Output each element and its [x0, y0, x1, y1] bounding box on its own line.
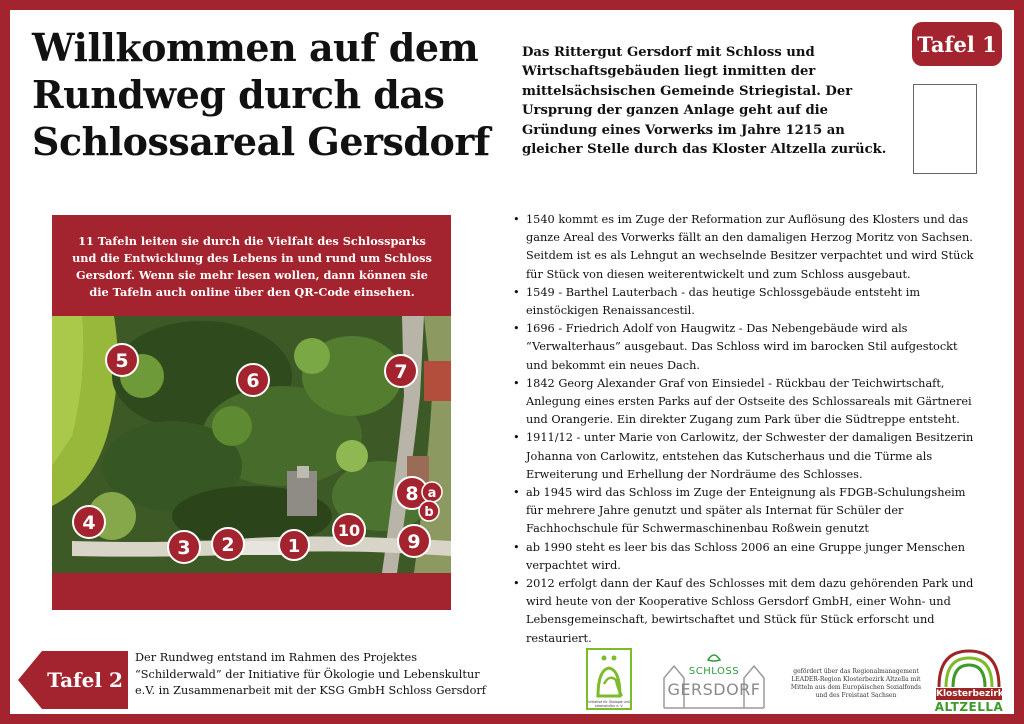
aerial-map [52, 316, 451, 573]
title-line: Schlossareal Gersdorf [32, 119, 490, 164]
initiative-logo [586, 648, 632, 710]
marker-9[interactable] [398, 525, 430, 557]
marker-label: 2 [221, 534, 235, 556]
marker-1[interactable] [279, 530, 309, 560]
tafel-2-label: Tafel 2 [47, 668, 123, 692]
qr-code-placeholder[interactable] [913, 84, 977, 174]
marker-8b[interactable] [419, 501, 439, 521]
initiative-logo-text: Initiative für Ökologie und Lebenskultur e. V. [588, 700, 630, 708]
marker-label: 5 [115, 350, 129, 372]
marker-6[interactable] [237, 364, 269, 396]
marker-label: 9 [407, 531, 421, 553]
marker-label: 6 [246, 370, 260, 392]
map-caption: 11 Tafeln leiten sie durch die Vielfalt des Schlossparks und die Entwicklung des Lebens in und rund um Schloss Gersdorf. Wenn sie mehr lesen wollen, dann können sie die Tafeln auch online über den QR-Code einsehen. [72, 234, 432, 299]
project-credit: Der Rundweg entstand im Rahmen des Projektes “Schilderwald” der Initiative für Ökologie und Lebenskultur e.V. in Zusammenarbeit mit der KSG GmbH Schloss Gersdorf [135, 651, 486, 698]
klosterbezirk-logo [935, 647, 1003, 687]
map-markers [52, 316, 451, 573]
history-item: • 1549 - Barthel Lauterbach - das heutige Schlossgebäude entsteht im einstöckigen Renaissancestil. [510, 284, 982, 320]
history-item: • 1540 kommt es im Zuge der Reformation zur Auflösung des Klosters und das ganze Areal des Vorwerks fällt an den damaligen Herzog Moritz von Sachsen. Seitdem ist es als Lehngut an wechselnde Besitzer verpachtet und wird Stück für Stück von diesen weiterentwickelt und zum Schloss ausgebaut. [510, 211, 982, 284]
history-item: • 1696 - Friedrich Adolf von Haugwitz - Das Nebengebäude wird als “Verwalterhaus” ausgebaut. Das Schloss wird im barocken Stil aufgestockt und bekommt ein neues Dach. [510, 320, 982, 375]
history-item: • ab 1990 steht es leer bis das Schloss 2006 an eine Gruppe junger Menschen verpachtet wird. [510, 539, 982, 575]
marker-label: 7 [394, 361, 408, 383]
map-panel [52, 215, 451, 610]
history-item: • 1842 Georg Alexander Graf von Einsiedel - Rückbau der Teichwirtschaft, Anlegung eines ersten Parks auf der Ostseite des Schlossareals mit Gärtnerei und Orangerie. Ein direkter Zugang zum Park über die Südtreppe entsteht. [510, 375, 982, 430]
schloss-logo-bottom: GERSDORF [667, 680, 761, 699]
castle-icon [660, 648, 768, 710]
history-item: • 2012 erfolgt dann der Kauf des Schlosses mit dem dazu gehörenden Park und wird heute von der Kooperative Schloss Gersdorf GmbH, einer Wohn- und Lebensgemeinschaft, bewirtschaftet und Stück für Stück erforscht und restauriert. [510, 575, 982, 648]
tafel-2-arrow-button[interactable] [18, 651, 128, 709]
klosterbezirk-sub: ALTZELLA [934, 700, 1004, 714]
marker-2[interactable] [212, 528, 244, 560]
marker-8a[interactable] [422, 482, 442, 502]
funding-note: gefördert über das Regionalmanagement LEADER-Region Klosterbezirk Altzella mit Mitteln aus dem Europäischen Sozialfonds und des Freistaat Sachsen [790, 668, 922, 699]
marker-label: a [427, 486, 437, 501]
schloss-logo-top: SCHLOSS [688, 666, 740, 677]
page-title [32, 24, 492, 165]
marker-10[interactable] [333, 514, 365, 546]
marker-label: 1 [287, 536, 301, 557]
marker-7[interactable] [385, 355, 417, 387]
marker-label: b [424, 505, 434, 520]
marker-5[interactable] [106, 344, 138, 376]
marker-label: 3 [177, 537, 191, 559]
marker-3[interactable] [168, 531, 200, 563]
intro-text: Das Rittergut Gersdorf mit Schloss und Wirtschaftsgebäuden liegt inmitten der mittelsächsischen Gemeinde Striegistal. Der Ursprung der ganzen Anlage geht auf die Gründung eines Vorwerks im Jahre 1215 an gleicher Stelle durch das Kloster Altzella zurück. [522, 45, 887, 158]
title-line: Willkommen auf dem [32, 25, 479, 70]
title-line: Rundweg durch das [32, 72, 445, 117]
marker-4[interactable] [73, 506, 105, 538]
arch-icon [935, 647, 1003, 687]
marker-label: 10 [337, 521, 361, 540]
marker-label: 4 [82, 512, 96, 534]
schloss-gersdorf-logo [660, 648, 768, 710]
marker-label: 8 [405, 483, 419, 505]
klosterbezirk-name: Klosterbezirk [936, 689, 1004, 699]
history-list [510, 211, 982, 648]
history-item: • 1911/12 - unter Marie von Carlowitz, der Schwester der damaligen Besitzerin Johanna von Carlowitz, entstehen das Kutscherhaus und die Türme als Erweiterung und Erhellung der Nordräume des Schlosses. [510, 429, 982, 484]
tafel-1-badge: Tafel 1 [912, 22, 1002, 66]
history-item: • ab 1945 wird das Schloss im Zuge der Enteignung als FDGB-Schulungsheim für mehrere Jahre genutzt und später als Internat für Schüler der Fachhochschule für Schwermaschinenbau Roßwein genutzt [510, 484, 982, 539]
